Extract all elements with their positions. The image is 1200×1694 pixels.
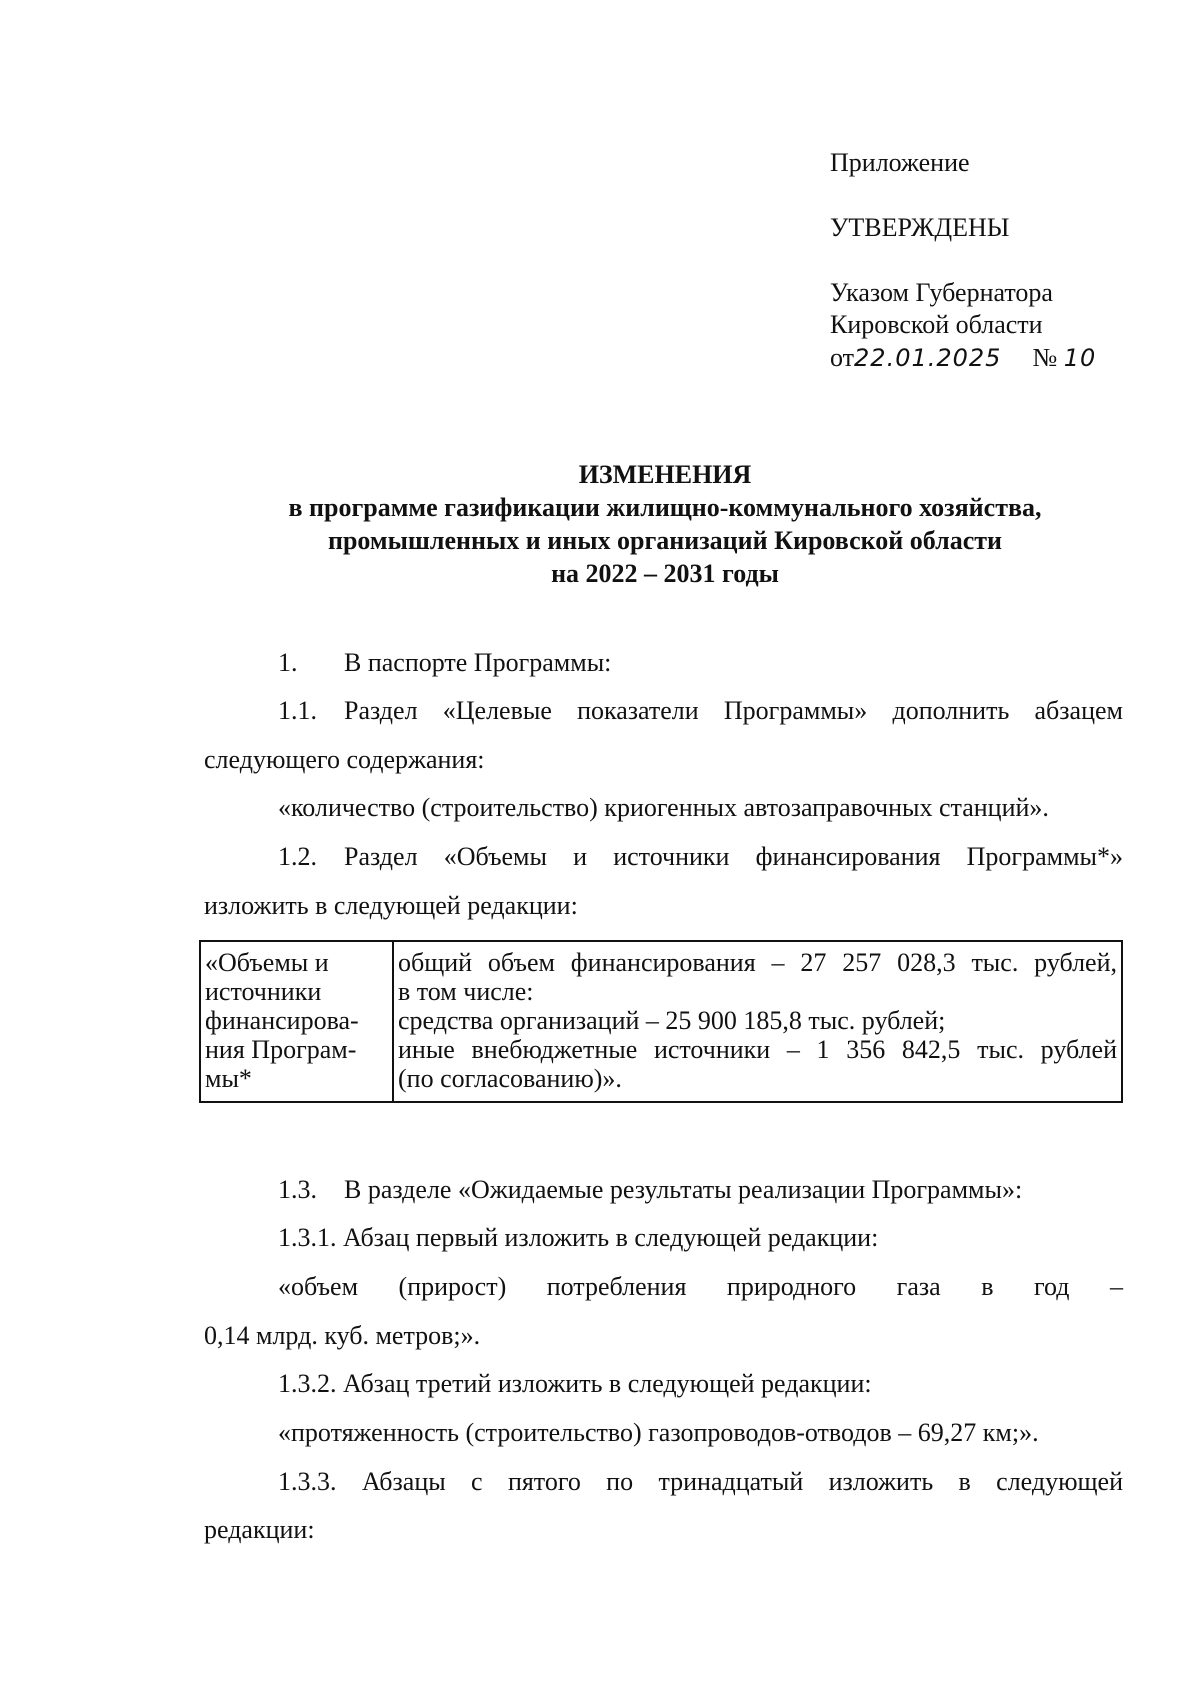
paragraph-1-1-continuation: следующего содержания: — [204, 745, 485, 774]
cell-line: ния Програм- — [205, 1035, 357, 1064]
paragraph-number: 1.1. — [278, 696, 317, 725]
paragraph-1-3-2-quote: «протяженность (строительство) газопроводов-отводов – 69,27 км;». — [278, 1418, 1039, 1447]
table-cell-section-name — [200, 941, 393, 1102]
paragraph-1-3-1-continuation: 0,14 млрд. куб. метров;». — [204, 1321, 481, 1350]
cell-line: финансирова- — [205, 1006, 359, 1035]
paragraph-1-1 — [278, 696, 1123, 726]
paragraph-1-3-2: 1.3.2. Абзац третий изложить в следующей редакции: — [278, 1369, 872, 1398]
paragraph-1-3-1: 1.3.1. Абзац первый изложить в следующей редакции: — [278, 1223, 879, 1252]
paragraph-1-3-3-continuation: редакции: — [204, 1515, 315, 1544]
title-line-1: в программе газификации жилищно-коммунального хозяйства, — [288, 493, 1042, 522]
paragraph-text: В разделе «Ожидаемые результаты реализации Программы»: — [344, 1175, 1023, 1204]
financing-table — [199, 940, 1123, 1103]
paragraph-1-3-1-quote: «объем (прирост) потребления природного газа в год – — [278, 1272, 1123, 1301]
table-row — [200, 941, 1122, 1102]
handwritten-number: 10 — [1063, 344, 1097, 372]
paragraph-text: Раздел «Объемы и источники финансирования Программы*» — [344, 842, 1123, 871]
decree-date-line — [830, 343, 1096, 373]
cell-line: средства организаций – 25 900 185,8 тыс. рублей; — [398, 1006, 946, 1035]
document-heading: ИЗМЕНЕНИЯ — [578, 460, 752, 489]
paragraph-number: 1.2. — [278, 842, 317, 871]
paragraph-1-2 — [278, 842, 1123, 872]
paragraph-1-3 — [278, 1175, 1022, 1205]
paragraph-text: Раздел «Целевые показатели Программы» дополнить абзацем — [344, 696, 1123, 725]
appendix-label: Приложение — [830, 148, 970, 177]
paragraph-1-1-quote: «количество (строительство) криогенных автозаправочных станций». — [278, 793, 1049, 822]
paragraph-1-3-3: 1.3.3. Абзацы с пятого по тринадцатый изложить в следующей — [278, 1467, 1123, 1496]
paragraph-text: В паспорте Программы: — [344, 648, 612, 677]
handwritten-date: 22.01.2025 — [854, 344, 1002, 372]
number-prefix: № — [1032, 343, 1058, 372]
table-cell-section-content — [393, 941, 1122, 1102]
paragraph-1-2-continuation: изложить в следующей редакции: — [204, 891, 578, 920]
cell-line: (по согласованию)». — [398, 1064, 622, 1093]
paragraph-number: 1.3. — [278, 1175, 317, 1204]
title-line-2: промышленных и иных организаций Кировской области — [327, 526, 1003, 555]
title-line-3: на 2022 – 2031 годы — [551, 559, 779, 588]
paragraph-number: 1. — [278, 648, 298, 677]
decree-line-2: Кировской области — [830, 310, 1043, 339]
cell-line: общий объем финансирования – 27 257 028,3 тыс. рублей, — [398, 948, 1117, 977]
cell-line: иные внебюджетные источники – 1 356 842,5 тыс. рублей — [398, 1035, 1117, 1064]
approved-label: УТВЕРЖДЕНЫ — [830, 213, 1010, 242]
cell-line: в том числе: — [398, 977, 534, 1006]
cell-line: «Объемы и — [205, 948, 329, 977]
cell-line: мы* — [205, 1064, 252, 1093]
cell-line: источники — [205, 977, 322, 1006]
decree-line-1: Указом Губернатора — [830, 278, 1053, 307]
paragraph-1 — [278, 648, 611, 678]
date-prefix: от — [830, 343, 855, 372]
